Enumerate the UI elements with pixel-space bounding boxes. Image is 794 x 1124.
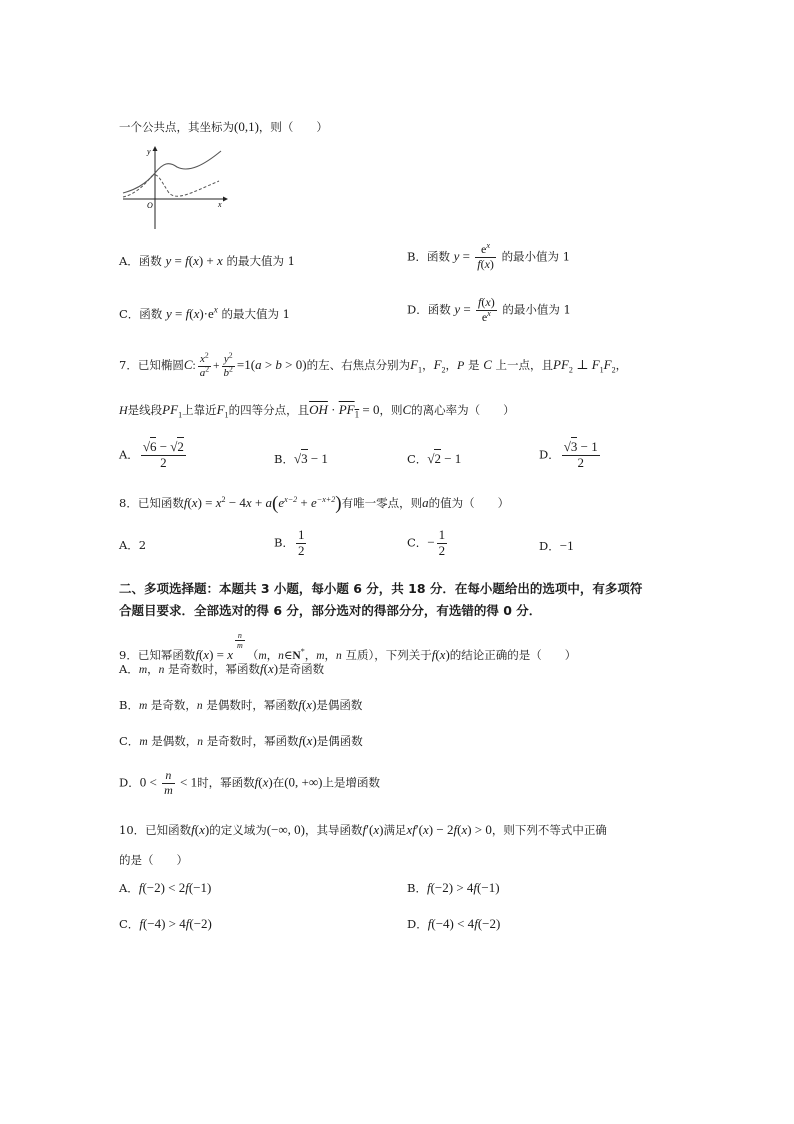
q9-c-text2: 是奇数时，幂函数 [206,734,299,748]
q6-d-text: 的最小值为 1 [502,302,571,317]
q6-intro-line [119,119,328,135]
q9-d-text2: 在 [272,775,285,790]
q9-b-text1: 是奇数， [150,698,197,712]
q10-mid: 的定义域为 [209,823,267,837]
q7-start: 7．已知椭圆 [119,358,184,373]
q6-intro-text: 一个公共点，其坐标为 [119,120,234,134]
x-axis-label: x [218,200,222,209]
q7-line2-start: 是线段 [127,403,163,417]
q7-line2-tail: 的离心率为（ ） [411,403,515,417]
q9-option-b: B．m 是奇数，n 是偶数时，幂函数f(x)是偶函数 [119,697,363,712]
q6-tail: ，则（ ） [258,120,328,134]
q8-option-c: C．− $\frac{1}{2}$ [407,527,446,558]
q10-option-a: A．f(−2) < 2f(−1) [119,880,212,895]
q8-b-label: B． [274,535,294,550]
q8-end2: 的值为（ ） [428,495,510,510]
q8-c-label: C． [407,535,428,550]
q10-mid3: 满足 [383,823,407,837]
origin-label: O [147,201,153,210]
q10-mid2: ，其导函数 [305,823,363,837]
q10-option-c: C．f(−4) > 4f(−2) [119,916,212,931]
q10-b-label: B． [407,881,427,895]
q8-option-d: D．−1 [539,538,574,553]
q7-line-2: H是线段$PF_1$上靠近$F_1$的四等分点，且$\overline{OH} \cdot PF_1 = 0$，则C的离心率为（ ） [119,402,515,420]
q9-a-end: 是奇函数 [278,662,325,676]
q7-a-label: A． [119,447,139,462]
q9-d-text1: 时，幂函数 [197,775,255,790]
q7-option-b: B．√3 − 1 [274,451,328,466]
x-axis-arrow [223,197,228,202]
q7-line2-mid: 上靠近 [182,403,217,417]
q10-end: ，则下列不等式中正确 [491,823,607,837]
q8-d-label: D． [539,539,560,553]
q6-c-text: 的最大值为 1 [221,307,290,321]
q9-start: 9．已知幂函数 [119,648,196,663]
q8-stem: 8．已知函数$f(x) = x^2 - 4x + a(e^{x-2} + e^{-x+2})$有唯一零点，则a的值为（ ） [119,493,510,514]
q10-c-label: C． [119,917,140,931]
q6-option-c: C．函数 $y = f(x)\cdot e^x$ 的最大值为 1 [119,304,290,321]
q9-option-d: D．0 < $\frac{n}{m}$ < 1时，幂函数f(x)在(0, +∞)上是增函数 [119,768,380,797]
q7-option-c: C．√2 − 1 [407,451,462,466]
q10-start: 10．已知函数 [119,823,192,837]
q9-b-text2: 是偶数时，幂函数 [206,698,299,712]
q10-option-d: D．f(−4) < 4f(−2) [407,916,501,931]
q7-mid: 的左、右焦点分别为 [306,358,411,373]
q9-c-text1: 是偶数， [151,734,198,748]
y-axis-label: y [147,147,151,156]
q8-option-a [119,538,146,552]
q6-c-label: C．函数 [119,307,163,321]
q6-point: (0,1) [234,119,259,134]
q9-mid: （ [246,648,259,663]
q7-line-1: 7．已知椭圆C: $\frac{x^2}{a^2}$ + $\frac{y^2}{b^2}$ =1(a > b > 0)的左、右焦点分别为$F_1$，$F_2$，P 是 C 上一点，且$PF_2$ ⊥ $F_1F_2$， [119,350,628,379]
q6-a-label: A．函数 [119,254,162,268]
q9-c-end: 是偶函数 [316,734,363,748]
q7-option-d: D． $\frac{√3 - 1}{2}$ [539,439,598,470]
q8-end: 有唯一零点，则 [341,495,423,510]
section2-heading-line2: 合题目要求．全部选对的得 6 分，部分选对的得部分分，有选错的得 0 分． [119,603,542,618]
q6-b-label: B．函数 [407,249,450,264]
q9-stem: 9．已知幂函数f(x) = x $^{\frac{n}{m}}$ （m，n∈N*，m，n 互质），下列关于f(x)的结论正确的是（ ） [119,631,577,663]
q9-a-text: 是奇数时，幂函数 [168,662,261,676]
q7-option-a: A． $\frac{√6 - √2}{2}$ [119,439,184,470]
q10-stem-line1: 10．已知函数f(x)的定义域为(−∞, 0)，其导函数f′(x)满足xf′(x) − 2f(x) > 0，则下列不等式中正确 [119,822,607,837]
section2-heading-line1: 二、多项选择题：本题共 3 小题，每小题 6 分，共 18 分．在每小题给出的选项中，有多项符 [119,581,643,596]
q6-b-text: 的最小值为 1 [501,249,571,264]
q10-d-label: D． [407,917,428,931]
q10-option-b: B．f(−2) > 4f(−1) [407,880,500,895]
q9-b-end: 是偶函数 [316,698,363,712]
q6-a-text: 的最大值为 1 [226,254,295,268]
y-axis-arrow [153,146,158,151]
q7-line1-end: ，且 [530,358,554,373]
q6-d-label: D．函数 [407,302,451,317]
q7-line2-end: ，则 [379,403,403,417]
q6-option-a: A．函数 y = f(x) + x 的最大值为 1 [119,253,295,268]
q9-mid2: 互质），下列关于 [345,648,432,663]
q9-option-a: A．m，n 是奇数时，幂函数f(x)是奇函数 [119,661,325,676]
q7-c-label: C． [407,452,428,466]
q6-function-graph [119,143,229,231]
q9-d-end: 上是增函数 [322,775,380,790]
dashed-curve [123,175,219,197]
q7-b-label: B． [274,452,294,466]
q8-a: A．2 [119,538,147,552]
q9-end: 的结论正确的是（ ） [449,648,577,663]
q7-d-label: D． [539,447,560,462]
q10-stem-line2: 的是（ ） [119,853,188,867]
q6-option-d: D．函数 y = $\frac{f(x)}{e^x}$ 的最小值为 1 [407,295,571,324]
q10-a-label: A． [119,881,139,895]
q7-line2-mid2: 的四等分点，且 [228,403,310,417]
q6-option-b: B．函数 y = $\frac{e^x}{f(x)}$ 的最小值为 1 [407,241,571,271]
q8-option-b: B． $\frac{1}{2}$ [274,527,305,558]
q9-option-c: C．m 是偶数，n 是奇数时，幂函数f(x)是偶函数 [119,733,363,748]
q8-start: 8．已知函数 [119,495,184,510]
